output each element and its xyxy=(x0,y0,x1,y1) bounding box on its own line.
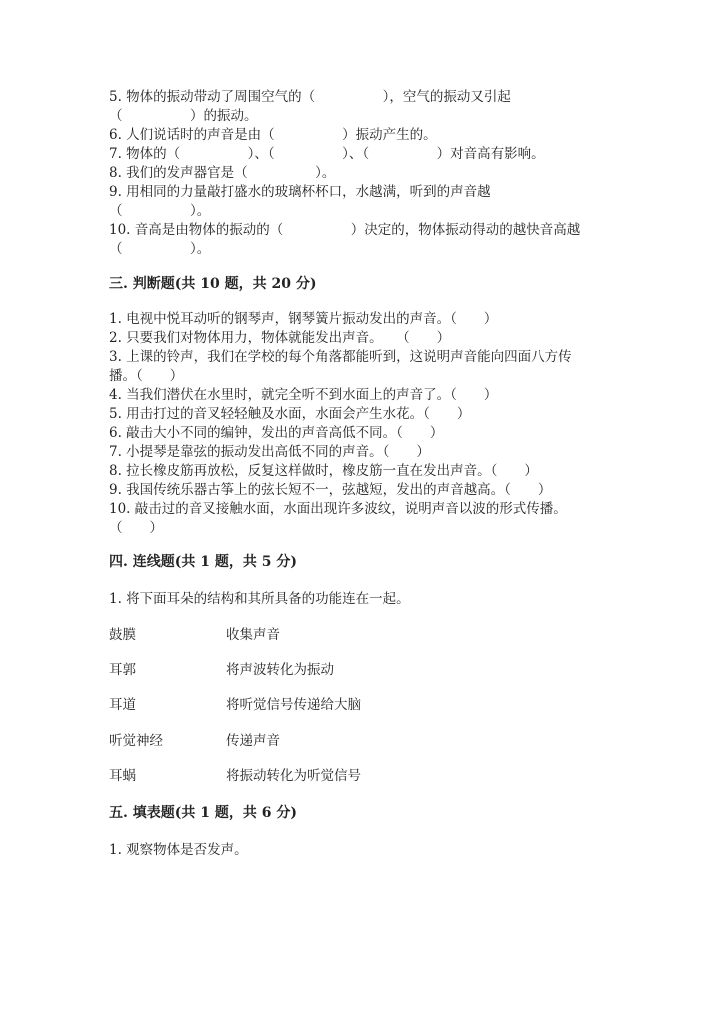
judge-item-3-line-2: 播。（ ） xyxy=(109,368,184,384)
judge-item-9: 9. 我国传统乐器古筝上的弦长短不一，弦越短，发出的声音越高。（ ） xyxy=(109,482,552,498)
judge-item-3-line-1: 3. 上课的铃声，我们在学校的每个角落都能听到，这说明声音能向四面八方传 xyxy=(109,349,572,365)
section-5-title: 五. 填表题(共 1 题，共 6 分) xyxy=(109,805,297,821)
fill-item-9-line-2: （ ）。 xyxy=(109,203,211,219)
fill-item-5-line-2: （ ）的振动。 xyxy=(109,108,258,124)
fill-item-7: 7. 物体的（ ）、（ ）、（ ）对音高有影响。 xyxy=(109,146,545,162)
section-3-title: 三. 判断题(共 10 题，共 20 分) xyxy=(109,276,317,292)
ear-part-auditory-nerve: 听觉神经 xyxy=(109,733,163,749)
ear-part-cochlea: 耳蜗 xyxy=(109,768,136,784)
ear-function-1: 收集声音 xyxy=(226,627,280,643)
ear-part-eardrum: 鼓膜 xyxy=(109,627,136,643)
judge-item-7: 7. 小提琴是靠弦的振动发出高低不同的声音。（ ） xyxy=(109,444,430,460)
matching-question: 1. 将下面耳朵的结构和其所具备的功能连在一起。 xyxy=(109,591,410,607)
judge-item-6: 6. 敲击大小不同的编钟，发出的声音高低不同。（ ） xyxy=(109,425,444,441)
judge-item-10-line-1: 10. 敲击过的音叉接触水面，水面出现许多波纹，说明声音以波的形式传播。 xyxy=(109,501,567,517)
judge-item-1: 1. 电视中悦耳动听的钢琴声，钢琴簧片振动发出的声音。（ ） xyxy=(109,311,498,327)
ear-function-2: 将声波转化为振动 xyxy=(226,662,334,678)
fill-item-10-line-2: （ ）。 xyxy=(109,241,211,257)
fill-item-9-line-1: 9. 用相同的力量敲打盛水的玻璃杯杯口，水越满，听到的声音越 xyxy=(109,184,491,200)
judge-item-10-line-2: （ ） xyxy=(109,520,163,536)
fill-item-8: 8. 我们的发声器官是（ ）。 xyxy=(109,165,336,181)
ear-part-ear-canal: 耳道 xyxy=(109,697,136,713)
judge-item-5: 5. 用击打过的音叉轻轻触及水面，水面会产生水花。（ ） xyxy=(109,406,471,422)
fill-item-6: 6. 人们说话时的声音是由（ ）振动产生的。 xyxy=(109,127,437,143)
table-question: 1. 观察物体是否发声。 xyxy=(109,842,248,858)
judge-item-4: 4. 当我们潜伏在水里时，就完全听不到水面上的声音了。（ ） xyxy=(109,387,498,403)
ear-function-5: 将振动转化为听觉信号 xyxy=(226,768,361,784)
section-4-title: 四. 连线题(共 1 题，共 5 分) xyxy=(109,554,297,570)
fill-item-10-line-1: 10. 音高是由物体的振动的（ ）决定的，物体振动得动的越快音高越 xyxy=(109,222,581,238)
fill-item-5-line-1: 5. 物体的振动带动了周围空气的（ ），空气的振动又引起 xyxy=(109,89,511,105)
judge-item-2: 2. 只要我们对物体用力，物体就能发出声音。 （ ） xyxy=(109,330,451,346)
ear-function-3: 将听觉信号传递给大脑 xyxy=(226,697,361,713)
ear-part-auricle: 耳郭 xyxy=(109,662,136,678)
ear-function-4: 传递声音 xyxy=(226,733,280,749)
judge-item-8: 8. 拉长橡皮筋再放松，反复这样做时，橡皮筋一直在发出声音。（ ） xyxy=(109,463,538,479)
